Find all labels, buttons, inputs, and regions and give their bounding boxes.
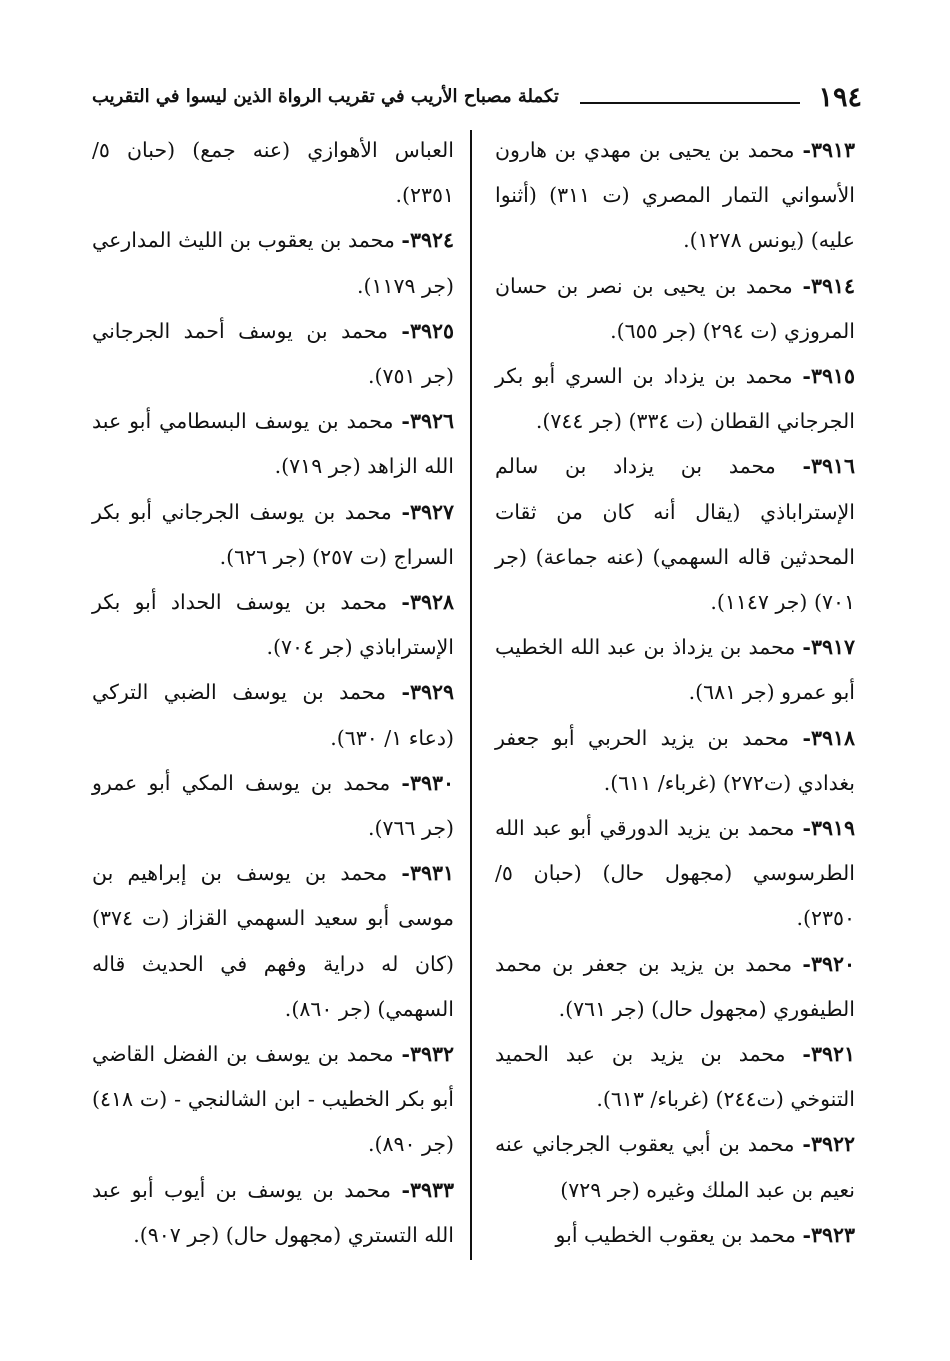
entry-text: محمد بن يحيى بن مهدي بن هارون الأسواني التمار المصري (ت ٣١١) (أثنوا عليه) (يونس ١٢٧٨). [495,138,855,253]
entry-text: محمد بن يزيد الدورقي أبو عبد الله الطرسوسي (مجهول حال) (حبان ٥/ ٢٣٥٠). [495,816,855,931]
entry-text: محمد بن يوسف بن إبراهيم بن موسى أبو سعيد السهمي القزاز (ت ٣٧٤) (كان له دراية وفهم في الحديث قاله السهمي) (جر ٨٦٠). [92,861,454,1021]
entry-number: ٣٩٢٥- [401,318,454,343]
entry [92,670,454,760]
entry-text: محمد بن يوسف بن الفضل القاضي أبو بكر الخطيب - ابن الشالنجي - (ت ٤١٨) (جر ٨٩٠). [92,1042,454,1157]
entry-number: ٣٩٢٧- [401,499,454,524]
entry-text: محمد بن يعقوب بن الليث المدارعي (جر ١١٧٩). [92,228,454,298]
entry-text: محمد بن يوسف أحمد الجرجاني (جر ٧٥١). [92,318,454,389]
entry-number: ٣٩٢٢- [802,1132,855,1157]
entry-text: محمد بن يوسف بن أيوب أبو عبد الله التستري (مجهول حال) (جر ٩٠٧). [92,1177,454,1247]
running-title: تكملة مصباح الأريب في تقريب الرواة الذين ليسوا في التقريب [92,86,559,107]
entry [92,399,454,489]
entry-number: ٣٩١٩- [802,816,855,841]
entry [495,444,855,625]
entry-number: ٣٩٢١- [802,1042,855,1067]
entry [495,1213,855,1258]
entry-text: محمد بن يعقوب الخطيب أبو [555,1222,796,1247]
entry-number: ٣٩١٦- [802,454,855,479]
page-number: ١٩٤ [818,82,862,113]
left-column [92,128,454,1258]
entry [92,309,454,399]
entry-text: محمد بن يزداد بن السري أبو بكر الجرجاني القطان (ت ٣٣٤) (جر ٧٤٤). [495,364,855,434]
entry-text: العباس الأهوازي (عنه جمع) (حبان ٥/ ٢٣٥١). [92,138,454,208]
entry-number: ٣٩٢٦- [401,409,454,434]
entry-number: ٣٩٣٢- [401,1042,454,1067]
entry [495,806,855,942]
header-rule [580,102,800,104]
entry [495,716,855,806]
entry-number: ٣٩١٥- [802,364,855,389]
entry-text: محمد بن أبي يعقوب الجرجاني عنه نعيم بن عبد الملك وغيره (جر ٧٢٩) [495,1132,855,1202]
entry-number: ٣٩٢٤- [401,228,454,253]
entry [92,128,454,218]
entry-text: محمد بن يوسف الحداد أبو بكر الإستراباذي (جر ٧٠٤). [92,590,454,660]
entry [495,1122,855,1212]
entry-text: محمد بن يزيد الحربي أبو جعفر بغدادي (ت٢٧٢) (غرباء/ ٦١١). [495,725,855,795]
entry-number: ٣٩٣١- [401,861,454,886]
column-divider [470,130,472,1260]
entry [92,761,454,851]
entry-text: محمد بن يزداد بن سالم الإستراباذي (يقال أنه كان من ثقات المحدثين قاله السهمي) (عنه جماعة) (جر ٧٠١) (جر ١١٤٧). [495,454,855,615]
entry-number: ٣٩٢٨- [401,590,454,615]
entry [92,851,454,1032]
entry-number: ٣٩١٤- [802,273,855,298]
entry-number: ٣٩١٧- [802,635,855,660]
entry-text: محمد بن يزداذ بن عبد الله الخطيب أبو عمرو (جر ٦٨١). [495,635,855,705]
entry-number: ٣٩٢٠- [802,951,855,976]
page-header [92,82,862,122]
entry [92,218,454,308]
entry [92,1168,454,1258]
entry-number: ٣٩٣٠- [401,770,454,795]
entry-text: محمد بن يوسف الضبي التركي (دعاء ١/ ٦٣٠). [92,680,454,750]
entry [92,1032,454,1168]
entry-number: ٣٩٢٣- [802,1222,855,1247]
entry [495,625,855,715]
entry [495,264,855,354]
entry-text: محمد بن يحيى بن نصر بن حسان المروزي (ت ٢٩٤) (جر ٦٥٥). [495,273,855,343]
entry [495,1032,855,1122]
entry [495,354,855,444]
entry-text: محمد بن يوسف الجرجاني أبو بكر السراج (ت ٢٥٧) (جر ٦٢٦). [92,499,454,569]
entry-number: ٣٩١٨- [802,725,855,750]
entry-number: ٣٩٢٩- [401,680,454,705]
entry-text: محمد بن يوسف المكي أبو عمرو (جر ٧٦٦). [92,770,454,841]
entry [92,580,454,670]
entry-text: محمد بن يزيد بن جعفر بن محمد الطيفوري (مجهول حال) (جر ٧٦١). [495,951,855,1021]
entry-text: محمد بن يزيد بن عبد الحميد التنوخي (ت٢٤٤) (غرباء/ ٦١٣). [495,1042,855,1112]
entry [495,942,855,1032]
entry-number: ٣٩٣٣- [401,1177,454,1202]
right-column [495,128,855,1258]
entry-number: ٣٩١٣- [802,138,855,162]
entry [92,490,454,580]
entry [495,128,855,264]
entry-text: محمد بن يوسف البسطامي أبو عبد الله الزاهد (جر ٧١٩). [92,409,454,479]
